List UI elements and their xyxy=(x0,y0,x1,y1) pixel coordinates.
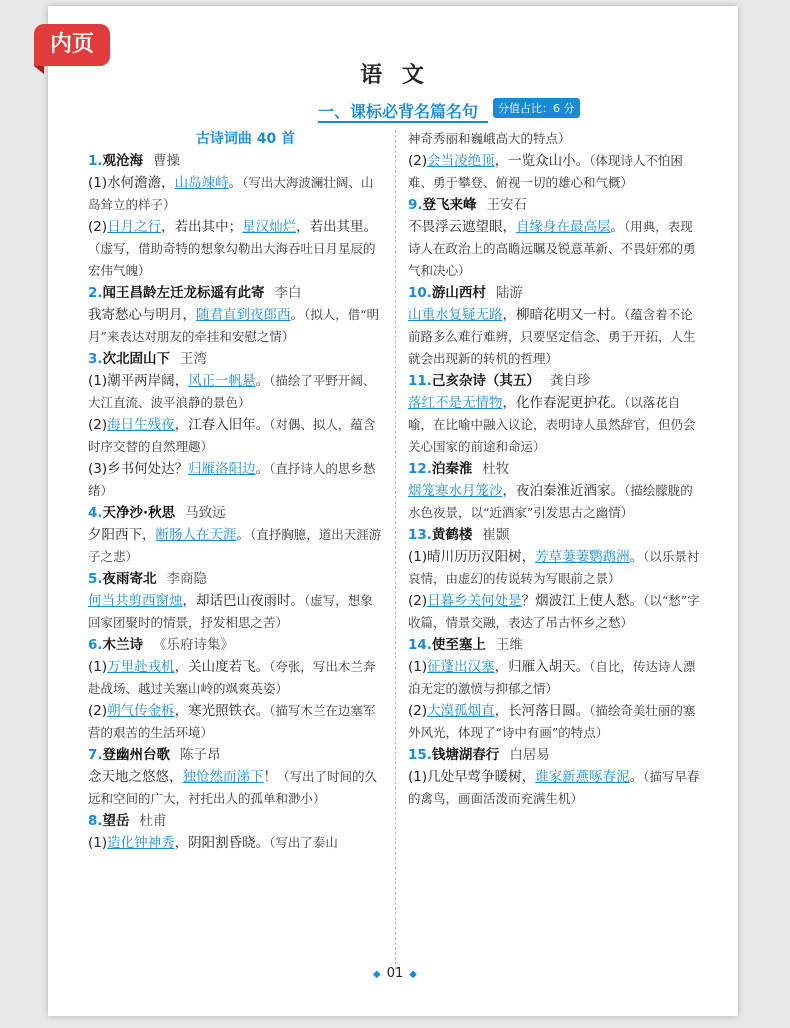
right-column-body xyxy=(408,128,703,810)
poem-author: 杜甫 xyxy=(139,813,167,829)
verse-text: 不畏浮云遮望眼， xyxy=(408,219,516,235)
verse-text: (1)几处早莺争暖树， xyxy=(408,769,536,785)
verse-line xyxy=(88,216,383,282)
verse-line xyxy=(408,546,703,590)
verse-line xyxy=(88,590,383,634)
verse-text: (1)潮平两岸阔， xyxy=(88,373,189,389)
poem-number: 12. xyxy=(408,461,432,477)
annotation: （自比，传达诗人漂泊无定的激愤与抑郁之情） xyxy=(408,659,696,696)
poem-number: 14. xyxy=(408,637,432,653)
verse-text: 念天地之悠悠， xyxy=(88,769,183,785)
poem-title xyxy=(88,810,383,832)
key-phrase: 随君直到夜郎西 xyxy=(196,307,291,323)
poem-number: 8. xyxy=(88,813,103,829)
key-phrase: 山重水复疑无路 xyxy=(408,307,503,323)
annotation: （以乐景衬哀情，由虚幻的传说转为写眼前之景） xyxy=(408,549,700,586)
verse-text: 。 xyxy=(236,527,250,543)
verse-line xyxy=(408,700,703,744)
annotation: （虚写，想象回家团聚时的情景，抒发相思之苦） xyxy=(88,593,373,630)
poem-number: 3. xyxy=(88,351,103,367)
poem-title xyxy=(408,524,703,546)
poem-author: 白居易 xyxy=(509,747,550,763)
verse-text: 。 xyxy=(255,461,270,477)
annotation: （以落花自喻，在比喻中融入议论，表明诗人虽然辞官，但仍会关心国家的前途和命运） xyxy=(408,395,696,454)
left-column-body xyxy=(88,150,383,854)
verse-text: ，柳暗花明又一村。 xyxy=(502,307,624,323)
annotation: （描写木兰在边塞军营的艰苦的生活环境） xyxy=(88,703,376,740)
right-column xyxy=(408,128,703,810)
poem-number: 13. xyxy=(408,527,432,543)
annotation: （拟人，借“明月”来表达对朋友的牵挂和安慰之情） xyxy=(88,307,380,344)
annotation: （蕴含着不论前路多么难行难辨，只要坚定信念、勇于开拓，人生就会出现新的转机的哲理） xyxy=(408,307,696,366)
poem-title xyxy=(88,282,383,304)
annotation: （对偶、拟人，蕴含时序交替的自然理趣） xyxy=(88,417,376,454)
verse-text: ，江春入旧年。 xyxy=(174,417,270,433)
verse-line xyxy=(408,656,703,700)
key-phrase: 山岛竦峙 xyxy=(174,175,229,191)
poem-author: 杜牧 xyxy=(482,461,510,477)
verse-text: (3)乡书何处达？ xyxy=(88,461,189,477)
verse-text: ，长河落日圆。 xyxy=(494,703,590,719)
poem-title-text: 闻王昌龄左迁龙标遥有此寄 xyxy=(102,285,265,301)
poem-title-text: 木兰诗 xyxy=(102,637,144,653)
verse-line xyxy=(88,370,383,414)
verse-line xyxy=(408,766,703,810)
key-phrase: 征蓬出汉塞 xyxy=(427,659,495,675)
verse-line xyxy=(408,480,703,524)
poem-number: 9. xyxy=(408,197,423,213)
verse-text: ，关山度若飞。 xyxy=(174,659,270,675)
key-phrase: 会当凌绝顶 xyxy=(427,153,495,169)
key-phrase: 谁家新燕啄春泥 xyxy=(535,769,630,785)
poem-title xyxy=(408,282,703,304)
verse-text: 。 xyxy=(228,175,243,191)
verse-text: (2) xyxy=(408,593,428,609)
verse-line xyxy=(88,172,383,216)
poem-title-text: 次北固山下 xyxy=(102,351,171,367)
annotation: （以“愁”字收篇，情景交融，表达了吊古怀乡之愁） xyxy=(408,593,700,630)
poem-number: 15. xyxy=(408,747,432,763)
annotation: （直抒胸臆，道出天涯游子之悲） xyxy=(88,527,382,564)
annotation: （写出大海波澜壮阔、山岛耸立的样子） xyxy=(88,175,374,212)
score-badge: 分值占比：6 分 xyxy=(493,98,580,118)
annotation: （描绘了平野开阔、大江直流、波平浪静的景色） xyxy=(88,373,376,410)
annotation: （夸张，写出木兰奔赴战场、越过关塞山岭的飒爽英姿） xyxy=(88,659,376,696)
poem-number: 7. xyxy=(88,747,103,763)
poem-title xyxy=(408,194,703,216)
poem-title-text: 钱塘湖春行 xyxy=(431,747,500,763)
poem-title-text: 观沧海 xyxy=(102,153,144,169)
key-phrase: 星汉灿烂 xyxy=(242,219,297,235)
poem-title xyxy=(88,568,383,590)
verse-line xyxy=(408,304,703,370)
key-phrase: 芳草萋萋鹦鹉洲 xyxy=(535,549,630,565)
poem-title xyxy=(88,348,383,370)
group-title: 古诗词曲 40 首 xyxy=(195,131,296,147)
poem-number: 2. xyxy=(88,285,103,301)
poem-author: 曹操 xyxy=(153,153,181,169)
key-phrase: 何当共剪西窗烛 xyxy=(88,593,183,609)
verse-text: 夕阳西下， xyxy=(88,527,156,543)
key-phrase: 朔气传金柝 xyxy=(107,703,175,719)
annotation: （描绘朦胧的水色夜景，以“近酒家”引发思古之幽情） xyxy=(408,483,693,520)
annotation: （写出了泰山 xyxy=(269,835,338,850)
verse-line xyxy=(408,150,703,194)
verse-text: ，寒光照铁衣。 xyxy=(174,703,270,719)
subject-title: 语 文 xyxy=(360,62,430,88)
poem-title-text: 黄鹤楼 xyxy=(431,527,473,543)
verse-line xyxy=(88,414,383,458)
poem-title xyxy=(88,634,383,656)
poem-author: 龚自珍 xyxy=(549,373,591,389)
poem-author: 马致远 xyxy=(185,505,226,521)
poem-title-text: 登幽州台歌 xyxy=(102,747,171,763)
verse-line xyxy=(408,590,703,634)
key-phrase: 大漠孤烟直 xyxy=(427,703,495,719)
column-divider xyxy=(395,130,396,970)
poem-author: 陆游 xyxy=(495,285,523,301)
verse-text: (1) xyxy=(88,659,108,675)
verse-text: (2) xyxy=(88,703,108,719)
poem-title xyxy=(88,744,383,766)
verse-text: (1) xyxy=(408,659,428,675)
verse-line xyxy=(88,700,383,744)
poem-title xyxy=(408,744,703,766)
verse-text: ，一览众山小。 xyxy=(494,153,590,169)
verse-text: (2) xyxy=(408,153,428,169)
poem-number: 10. xyxy=(408,285,432,301)
annotation: （描绘奇美壮丽的塞外风光，体现了“诗中有画”的特点） xyxy=(408,703,696,740)
key-phrase: 自缘身在最高层 xyxy=(516,219,611,235)
page-number-text: 01 xyxy=(386,966,404,981)
key-phrase: 海日生残夜 xyxy=(107,417,175,433)
poem-title-text: 望岳 xyxy=(102,813,130,829)
page-number xyxy=(0,966,790,981)
verse-text: ，归雁入胡天。 xyxy=(494,659,590,675)
annotation: 神奇秀丽和巍峨高大的特点） xyxy=(408,131,571,146)
verse-line xyxy=(408,128,703,150)
verse-line xyxy=(408,216,703,282)
poem-author: 《乐府诗集》 xyxy=(153,637,235,653)
inner-page-tag: 内页 xyxy=(34,24,110,66)
verse-text: (2) xyxy=(408,703,428,719)
poem-author: 王维 xyxy=(495,637,523,653)
poem-title-text: 夜雨寄北 xyxy=(102,571,157,587)
verse-text: ，夜泊秦淮近酒家。 xyxy=(502,483,624,499)
verse-line xyxy=(88,832,383,854)
verse-line xyxy=(88,458,383,502)
poem-title-text: 登飞来峰 xyxy=(422,197,477,213)
verse-text: ，阴阳割昏晓。 xyxy=(174,835,270,851)
poem-author: 李商隐 xyxy=(166,571,208,587)
poem-number: 4. xyxy=(88,505,103,521)
poem-title-text: 天净沙·秋思 xyxy=(102,505,176,521)
verse-text: ？烟波江上使人愁。 xyxy=(521,593,644,609)
poem-title-text: 己亥杂诗（其五） xyxy=(431,373,540,389)
poem-number: 5. xyxy=(88,571,103,587)
left-column xyxy=(88,128,383,854)
key-phrase: 独怆然而涕下 xyxy=(182,769,264,785)
poem-title-text: 泊秦淮 xyxy=(431,461,473,477)
section-heading: 一、课标必背名篇名句 xyxy=(318,102,479,121)
key-phrase: 造化钟神秀 xyxy=(107,835,175,851)
annotation: （直抒诗人的思乡愁绪） xyxy=(88,461,376,498)
key-phrase: 日月之行 xyxy=(107,219,162,235)
verse-text: ，若出其里。 xyxy=(296,219,378,235)
verse-text: (1)水何澹澹， xyxy=(88,175,175,191)
verse-text: (2) xyxy=(88,417,108,433)
annotation: （描写早春的禽鸟，画面活泼而充满生机） xyxy=(408,769,700,806)
diamond-icon: ◆ xyxy=(373,969,381,980)
section-underline xyxy=(318,121,488,123)
verse-text: 。 xyxy=(629,549,644,565)
poem-author: 陈子昂 xyxy=(180,747,221,763)
poem-title xyxy=(408,458,703,480)
poem-author: 王安石 xyxy=(486,197,528,213)
verse-text: ，若出其中； xyxy=(161,219,243,235)
key-phrase: 万里赴戎机 xyxy=(107,659,175,675)
verse-text: 。 xyxy=(629,769,644,785)
poem-number: 6. xyxy=(88,637,103,653)
verse-text: 。 xyxy=(610,219,624,235)
key-phrase: 断肠人在天涯 xyxy=(155,527,237,543)
annotation: （虚写，借助奇特的想象勾勒出大海吞吐日月星辰的宏伟气魄） xyxy=(88,241,376,278)
verse-text: 我寄愁心与明月， xyxy=(88,307,196,323)
key-phrase: 落红不是无情物 xyxy=(408,395,503,411)
diamond-icon: ◆ xyxy=(409,969,417,980)
annotation: （用典，表现诗人在政治上的高瞻远瞩及锐意革新、不畏奸邪的勇气和决心） xyxy=(408,219,696,278)
poem-title-text: 游山西村 xyxy=(431,285,486,301)
poem-number: 1. xyxy=(88,153,103,169)
key-phrase: 归雁洛阳边 xyxy=(188,461,256,477)
verse-line xyxy=(88,656,383,700)
poem-title-text: 使至塞上 xyxy=(431,637,486,653)
key-phrase: 风正一帆悬 xyxy=(188,373,256,389)
poem-title xyxy=(88,150,383,172)
poem-author: 李白 xyxy=(274,285,302,301)
verse-text: ，却话巴山夜雨时。 xyxy=(182,593,304,609)
key-phrase: 烟笼寒水月笼沙 xyxy=(408,483,503,499)
verse-text: (1) xyxy=(88,835,108,851)
poem-number: 11. xyxy=(408,373,432,389)
verse-text: (2) xyxy=(88,219,108,235)
verse-line xyxy=(88,524,383,568)
poem-title xyxy=(408,634,703,656)
verse-line xyxy=(408,392,703,458)
verse-text: 。 xyxy=(255,373,270,389)
verse-line xyxy=(88,766,383,810)
verse-text: ！ xyxy=(263,769,277,785)
poem-title xyxy=(88,502,383,524)
verse-text: ，化作春泥更护花。 xyxy=(502,395,624,411)
annotation: （写出了时间的久远和空间的广大，衬托出人的孤单和渺小） xyxy=(88,769,378,806)
verse-line xyxy=(88,304,383,348)
verse-text: 。 xyxy=(290,307,304,323)
verse-text: (1)晴川历历汉阳树， xyxy=(408,549,536,565)
poem-author: 崔颢 xyxy=(482,527,510,543)
poem-author: 王湾 xyxy=(180,351,208,367)
key-phrase: 日暮乡关何处是 xyxy=(427,593,522,609)
poem-title xyxy=(408,370,703,392)
annotation: （体现诗人不怕困难、勇于攀登、俯视一切的雄心和气概） xyxy=(408,153,683,190)
